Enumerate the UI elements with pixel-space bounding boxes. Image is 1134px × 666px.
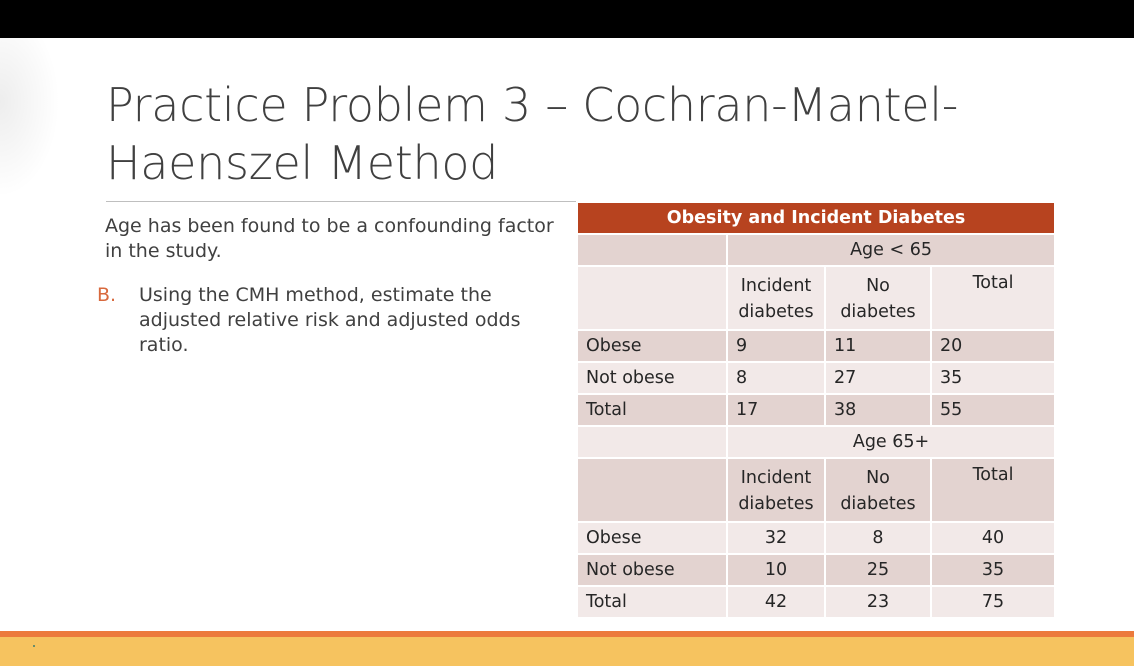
stratum-label-spacer	[577, 426, 727, 458]
table-title: Obesity and Incident Diabetes	[577, 202, 1055, 234]
table-cell: 17	[727, 394, 825, 426]
stratum-label: Age 65+	[727, 426, 1055, 458]
table-cell: 75	[931, 586, 1055, 618]
column-header: No diabetes	[825, 266, 931, 330]
stratum-label: Age < 65	[727, 234, 1055, 266]
table-cell: 27	[825, 362, 931, 394]
table-cell: 10	[727, 554, 825, 586]
table-cell: 8	[727, 362, 825, 394]
column-header: Incident diabetes	[727, 266, 825, 330]
slide-title: Practice Problem 3 – Cochran-Mantel-Haenszel Method	[106, 78, 959, 190]
table-cell: 38	[825, 394, 931, 426]
column-header-spacer	[577, 266, 727, 330]
table-cell: 40	[931, 522, 1055, 554]
row-label: Not obese	[577, 554, 727, 586]
table-cell: 55	[931, 394, 1055, 426]
table-cell: 8	[825, 522, 931, 554]
footer-dot	[33, 645, 35, 647]
intro-text: Age has been found to be a confounding factor in the study.	[105, 215, 554, 262]
table-cell: 25	[825, 554, 931, 586]
slide-edge-shadow	[0, 38, 60, 198]
row-label: Not obese	[577, 362, 727, 394]
footer-bar	[0, 637, 1134, 666]
table-row	[577, 522, 1055, 554]
column-header-spacer	[577, 458, 727, 522]
column-header: Total	[931, 266, 1055, 330]
table-cell: 35	[931, 554, 1055, 586]
top-black-bar	[0, 0, 1134, 38]
table-cell: 23	[825, 586, 931, 618]
row-label: Obese	[577, 330, 727, 362]
column-header: No diabetes	[825, 458, 931, 522]
table-row	[577, 330, 1055, 362]
table-cell: 32	[727, 522, 825, 554]
table-cell: 35	[931, 362, 1055, 394]
list-item-label: B.	[97, 284, 117, 306]
table-row	[577, 554, 1055, 586]
table-row	[577, 362, 1055, 394]
table-row	[577, 394, 1055, 426]
list-item-text: Using the CMH method, estimate the adjusted relative risk and adjusted odds ratio.	[139, 284, 521, 356]
column-header: Incident diabetes	[727, 458, 825, 522]
row-label: Total	[577, 394, 727, 426]
row-label: Total	[577, 586, 727, 618]
column-header: Total	[931, 458, 1055, 522]
table-cell: 20	[931, 330, 1055, 362]
table-row	[577, 586, 1055, 618]
row-label: Obese	[577, 522, 727, 554]
contingency-table	[576, 201, 1056, 619]
table-cell: 11	[825, 330, 931, 362]
title-divider	[106, 201, 576, 202]
stratum-label-spacer	[577, 234, 727, 266]
table-cell: 42	[727, 586, 825, 618]
table-cell: 9	[727, 330, 825, 362]
